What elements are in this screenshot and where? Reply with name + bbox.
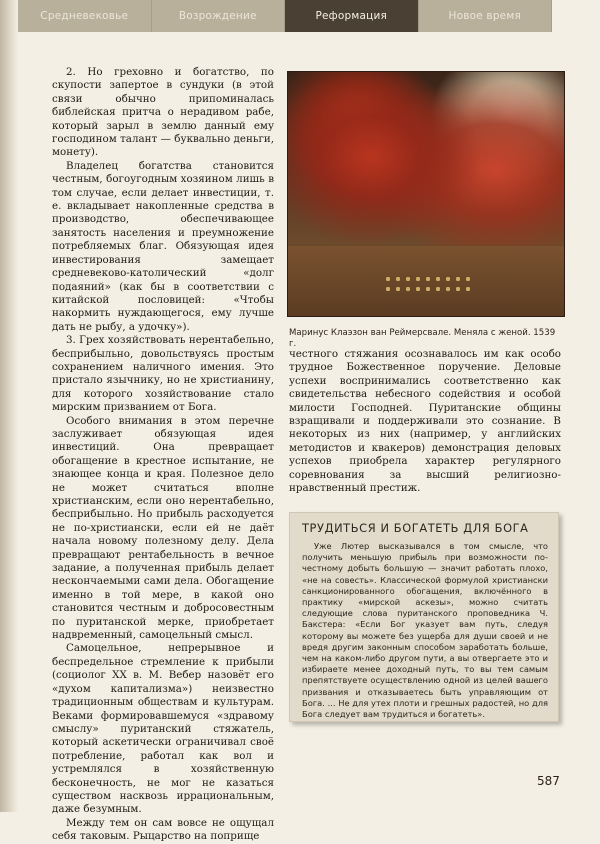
sidebar-title: ТРУДИТЬСЯ И БОГАТЕТЬ ДЛЯ БОГА: [302, 521, 529, 535]
section-tabs: [18, 0, 552, 32]
tab-renaissance[interactable]: Возрождение: [152, 0, 286, 32]
paragraph: Владелец богатства становится честным, богоугодным хозяином лишь в том случае, если делает инвестиции, т. е. вкладывает накопленные средства в производство, обеспечивающее занятость населения и преумножение потребляемых благ. Обязующая идея инвестирования замещает средневеково-католический «долг подаяний» (как бы в соответствии с китайской пословицей: «Чтобы накормить нуждающегося, ему лучше дать не рыбу, а удочку»).: [52, 159, 274, 333]
right-column-text: [289, 348, 561, 495]
painting-moneychanger-and-wife: [287, 71, 565, 317]
page-number: 587: [537, 774, 560, 788]
sidebar-box: [289, 512, 559, 722]
tab-middle-ages[interactable]: Средневековье: [18, 0, 152, 32]
paragraph: Самоцельное, непрерывное и беспредельное стремление к прибыли (социолог XX в. М. Вебер назовёт его «духом капитализма») неизвестно традиционным обществам и культурам. Веками формировавшемуся «здравому смыслу» пуританский стяжатель, который аскетически ограничивал своё потребление, работал как вол и устремлялся в хозяйственную бесконечность, не мог не казаться существом насквозь иррациональным, даже безумным.: [52, 642, 274, 816]
tab-reformation[interactable]: Реформация: [285, 0, 419, 32]
book-spine-shadow: [0, 0, 18, 812]
paragraph: честного стяжания осознавалось им как особо трудное Божественное поручение. Деловые успехи воспринимались соответственно как свидетельства небесного содействия и особой милости Господней. Пуританские общины взращивали и поддерживали это сознание. В некоторых из них (например, у английских методистов и квакеров) демонстрация деловых успехов приобрела характер регулярного соревнования за высший религиозно-нравственный престиж.: [289, 348, 561, 495]
left-column-text: [52, 66, 274, 844]
tab-modern-times[interactable]: Новое время: [419, 0, 553, 32]
figure-caption: Маринус Клаэзон ван Реймерсвале. Меняла с женой. 1539 г.: [289, 328, 556, 349]
paragraph: Между тем он сам вовсе не ощущал себя таковым. Рыцарство на поприще: [52, 816, 274, 843]
sidebar-text: Уже Лютер высказывался в том смысле, что получить меньшую прибыль при возможности по-честному добыть большую — значит работать плохо, «не на совесть». Классической формулой христиански санкционированного обогащения, включённого в практику «мирской аскезы», можно считать следующие слова пуританского проповедника Ч. Бакстера: «Если Бог указует вам путь, следуя которому вы можете без ущерба для души своей и не вредя другим законным способом заработать больше, чем на каком-либо другом пути, а вы отвергаете это и избираете менее доходный путь, то вы тем самым препятствуете осуществлению одной из целей вашего призвания и отказываетесь быть управляющим от Бога. ... Не для утех плоти и грешных радостей, но для Бога следует вам трудиться и богатеть».: [302, 541, 548, 720]
painting-coins-detail: [383, 274, 473, 294]
paragraph: 2. Но греховно и богатство, по скупости запертое в сундуки (в этой связи обычно припоминалась библейская притча о нерадивом рабе, который зарыл в землю данный ему господином талант — буквально деньги, монету).: [52, 66, 274, 159]
paragraph: 3. Грех хозяйствовать нерентабельно, бесприбыльно, довольствуясь простым сохранением наличного имения. Это пристало язычнику, но не христианину, для которого хозяйствование стало мирским призванием от Бога.: [52, 334, 274, 414]
paragraph: Особого внимания в этом перечне заслуживает обязующая идея инвестиций. Она превращает обогащение в крестное испытание, не знающее конца и края. Полезное дело не может считаться вполне христианским, если оно нерентабельно, бесприбыльно. Но прибыль расходуется не по-христиански, если ей не даёт начала новому полезному делу. Дела превращают рентабельность в вечное задание, а полученная прибыль делает нескончаемыми сами дела. Обогащение именно в той мере, в какой оно становится честным и добросовестным по пуританской мерке, приобретает надвременный, самоцельный смысл.: [52, 414, 274, 642]
